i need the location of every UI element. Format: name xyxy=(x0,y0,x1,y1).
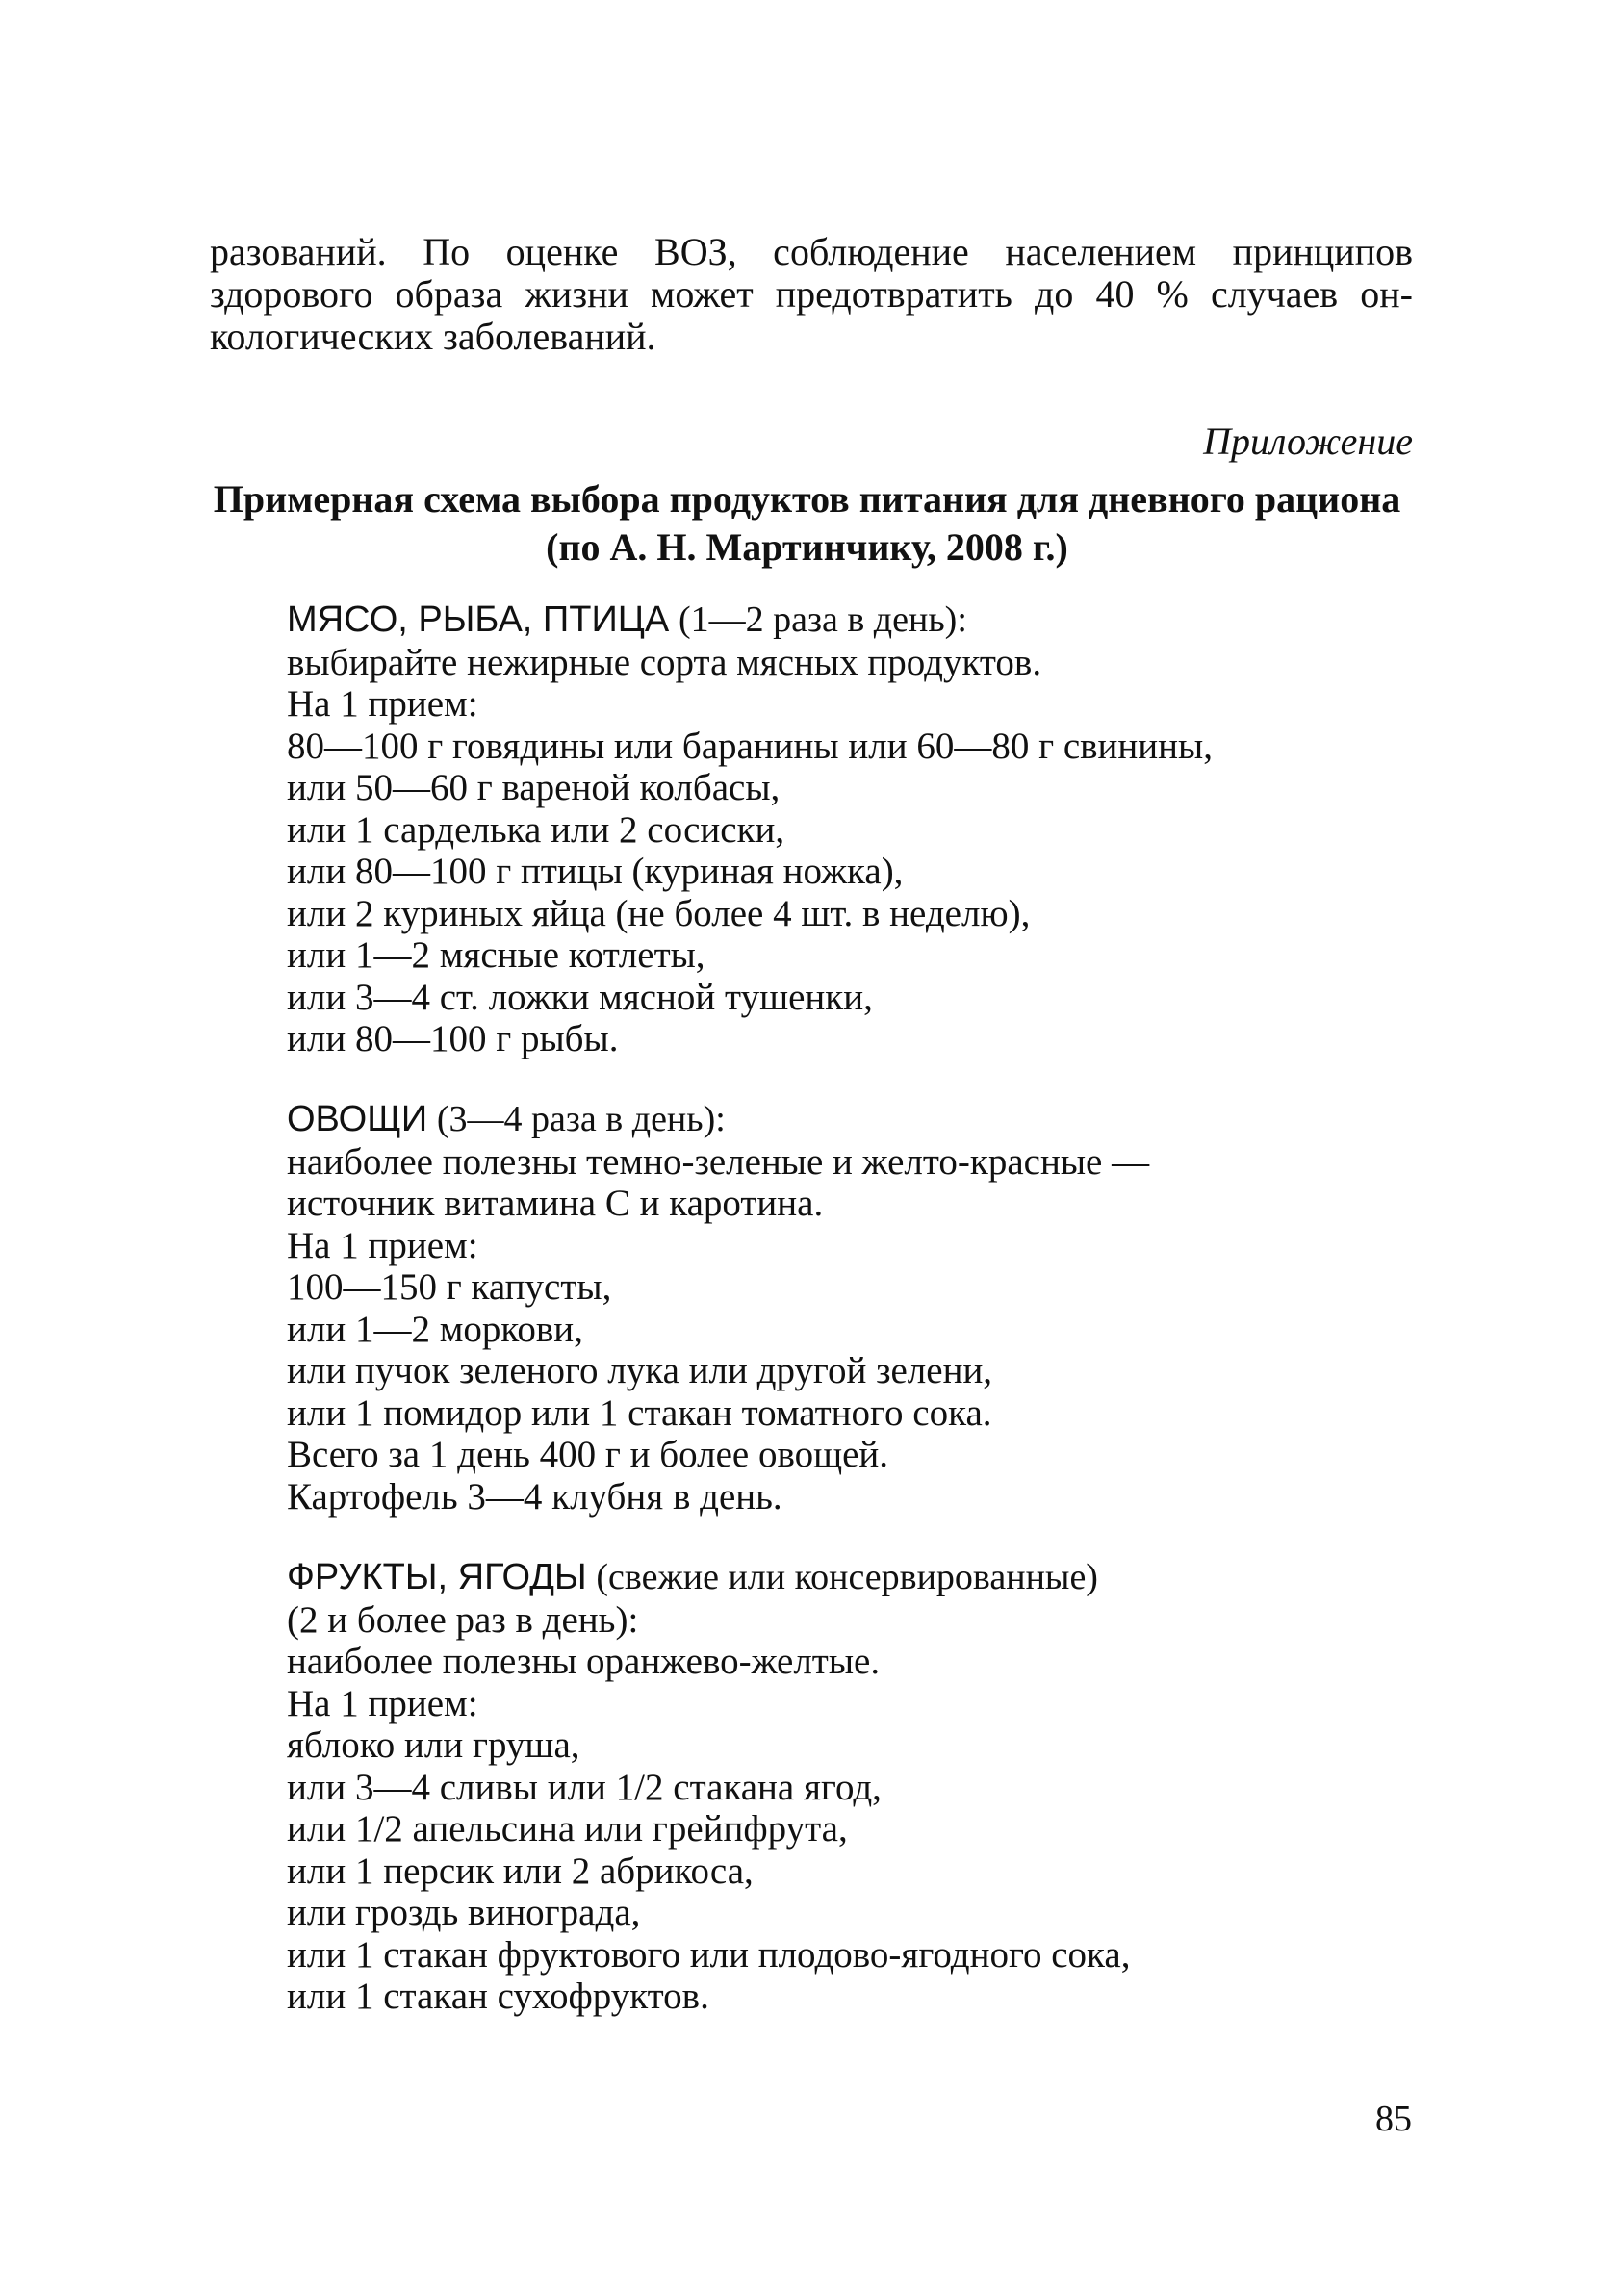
section-line: или 1 персик или 2 абрикоса, xyxy=(287,1850,754,1892)
intro-paragraph xyxy=(210,231,1413,358)
section-heading-line xyxy=(287,1556,1130,1599)
section-vegetables xyxy=(287,1098,1149,1518)
section-line: или гроздь винограда, xyxy=(287,1892,641,1933)
section-line: На 1 прием: xyxy=(287,1682,478,1724)
section-heading-line xyxy=(287,1098,1149,1141)
intro-line: разований. По оценке ВОЗ, соблюдение населением принципов xyxy=(210,230,1413,273)
section-line: наиболее полезны оранжево-желтые. xyxy=(287,1641,881,1682)
section-line: наиболее полезны темно-зеленые и желто-красные — xyxy=(287,1140,1150,1183)
section-heading: ФРУКТЫ, ЯГОДЫ xyxy=(287,1557,587,1597)
intro-line: здорового образа жизни может предотвратить до 40 % случаев он- xyxy=(210,272,1413,316)
document-title xyxy=(173,475,1441,572)
section-heading-line xyxy=(287,599,1213,642)
section-line: источник витамина С и каротина. xyxy=(287,1183,824,1224)
section-line: яблоко или груша, xyxy=(287,1724,580,1766)
section-line: или 50—60 г вареной колбасы, xyxy=(287,767,781,808)
section-line: или 80—100 г птицы (куриная ножка), xyxy=(287,851,904,892)
section-line: или 1 стакан фруктового или плодово-ягодного сока, xyxy=(287,1933,1131,1976)
section-line: или 3—4 ст. ложки мясной тушенки, xyxy=(287,976,873,1018)
section-frequency: (свежие или консервированные) xyxy=(596,1557,1098,1597)
section-frequency: (1—2 раза в день): xyxy=(678,600,967,640)
section-line: (2 и более раз в день): xyxy=(287,1598,639,1641)
section-line: 100—150 г капусты, xyxy=(287,1266,612,1308)
section-heading: ОВОЩИ xyxy=(287,1099,428,1139)
appendix-label: Приложение xyxy=(1203,420,1413,463)
title-line-1: Примерная схема выбора продуктов питания для дневного рациона xyxy=(213,477,1401,521)
section-line: или 1 сарделька или 2 сосиски, xyxy=(287,808,785,851)
title-line-2: (по А. Н. Мартинчику, 2008 г.) xyxy=(546,525,1068,569)
section-line: или пучок зеленого лука или другой зелени, xyxy=(287,1350,993,1391)
section-fruits-berries xyxy=(287,1556,1130,2018)
section-line: или 80—100 г рыбы. xyxy=(287,1018,619,1059)
section-line: или 1—2 моркови, xyxy=(287,1308,583,1350)
section-line: На 1 прием: xyxy=(287,1224,478,1266)
section-line: На 1 прием: xyxy=(287,683,478,725)
section-line: 80—100 г говядины или баранины или 60—80 г свинины, xyxy=(287,725,1213,767)
section-line: или 1 помидор или 1 стакан томатного сока. xyxy=(287,1391,992,1434)
section-line: или 1 стакан сухофруктов. xyxy=(287,1976,709,2017)
section-heading: МЯСО, РЫБА, ПТИЦА xyxy=(287,600,670,640)
section-line: или 2 куриных яйца (не более 4 шт. в неделю), xyxy=(287,892,1031,934)
section-frequency: (3—4 раза в день): xyxy=(436,1099,726,1139)
intro-line: кологических заболеваний. xyxy=(210,315,656,358)
section-line: Всего за 1 день 400 г и более овощей. xyxy=(287,1434,889,1475)
section-meat-fish-poultry xyxy=(287,599,1213,1060)
section-line: выбирайте нежирные сорта мясных продуктов. xyxy=(287,641,1042,683)
section-line: или 1/2 апельсина или грейпфрута, xyxy=(287,1808,848,1850)
section-line: Картофель 3—4 клубня в день. xyxy=(287,1475,782,1518)
page-number: 85 xyxy=(1375,2099,1412,2139)
section-line: или 1—2 мясные котлеты, xyxy=(287,934,705,976)
section-line: или 3—4 сливы или 1/2 стакана ягод, xyxy=(287,1766,882,1808)
